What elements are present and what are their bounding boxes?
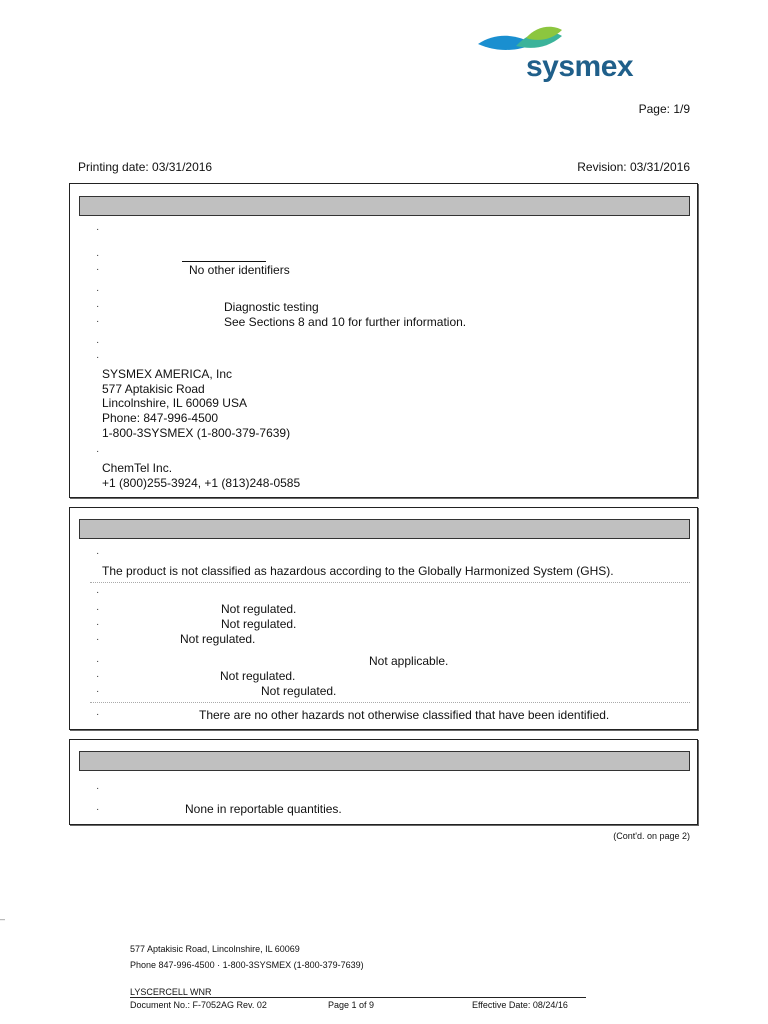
bullet: ·: [96, 604, 100, 615]
section-header-bar: [79, 751, 690, 771]
supplier-tollfree: 1-800-3SYSMEX (1-800-379-7639): [102, 426, 291, 440]
dotted-separator: [90, 582, 690, 583]
bullet: ·: [96, 656, 100, 667]
bullet: ·: [96, 285, 100, 296]
bullet: ·: [96, 634, 100, 645]
bullet: ·: [96, 301, 100, 312]
label-value: Not regulated.: [261, 684, 337, 698]
footer-page-of: Page 1 of 9: [328, 1000, 375, 1010]
ghs-classification: The product is not classified as hazardous according to the Globally Harmonized System (GHS).: [102, 564, 614, 578]
bullet: ·: [96, 250, 100, 261]
emergency-name: ChemTel Inc.: [102, 461, 173, 475]
bullet: ·: [96, 804, 100, 815]
label-value: Not applicable.: [369, 654, 449, 668]
bullet: ·: [96, 337, 100, 348]
supplier-name: SYSMEX AMERICA, Inc: [102, 367, 233, 381]
sysmex-logo: [476, 26, 656, 90]
label-value: Not regulated.: [220, 669, 296, 683]
section-header-bar: [79, 196, 690, 216]
page-number: Page: 1/9: [638, 102, 690, 116]
bullet: ·: [96, 686, 100, 697]
bullet: ·: [96, 619, 100, 630]
footer-doc-no: Document No.: F-7052AG Rev. 02: [130, 1000, 267, 1010]
bullet: ·: [96, 783, 100, 794]
bullet: ·: [96, 548, 100, 559]
bullet: ·: [96, 709, 100, 720]
bullet: ·: [96, 671, 100, 682]
supplier-city: Lincolnshire, IL 60069 USA: [102, 396, 247, 410]
logo-text: sysmex: [526, 50, 634, 83]
other-identifiers: No other identifiers: [189, 263, 290, 277]
footer-phone: Phone 847-996-4500 · 1-800-3SYSMEX (1-800-379-7639): [130, 960, 364, 970]
section-composition: [69, 739, 698, 825]
supplier-phone: Phone: 847-996-4500: [102, 411, 219, 425]
use-description: Diagnostic testing: [224, 300, 319, 314]
footer-address: 577 Aptakisic Road, Lincolnshire, IL 60069: [130, 944, 300, 954]
label-value: Not regulated.: [221, 617, 297, 631]
bullet: ·: [96, 446, 100, 457]
bullet: ·: [96, 352, 100, 363]
bullet: ·: [96, 264, 100, 275]
supplier-street: 577 Aptakisic Road: [102, 382, 205, 396]
other-hazards: There are no other hazards not otherwise classified that have been identified.: [199, 708, 610, 722]
components: None in reportable quantities.: [185, 802, 342, 816]
bullet: ·: [96, 316, 100, 327]
bullet: ·: [96, 224, 100, 235]
section-hazards: [69, 507, 698, 730]
continued-note: (Cont'd. on page 2): [613, 831, 690, 841]
footer-rule: [130, 997, 586, 998]
label-value: Not regulated.: [180, 632, 256, 646]
printing-date: Printing date: 03/31/2016: [78, 160, 213, 174]
section-identification: [69, 183, 698, 498]
section-header-bar: [79, 519, 690, 539]
emergency-phone: +1 (800)255-3924, +1 (813)248-0585: [102, 476, 301, 490]
use-further-info: See Sections 8 and 10 for further information.: [224, 315, 467, 329]
underline: [182, 261, 266, 262]
label-value: Not regulated.: [221, 602, 297, 616]
dotted-separator: [90, 702, 690, 703]
revision-date: Revision: 03/31/2016: [577, 160, 690, 174]
footer-effective-date: Effective Date: 08/24/16: [472, 1000, 568, 1010]
margin-mark: –: [0, 914, 6, 924]
footer-product: LYSCERCELL WNR: [130, 987, 212, 997]
bullet: ·: [96, 587, 100, 598]
